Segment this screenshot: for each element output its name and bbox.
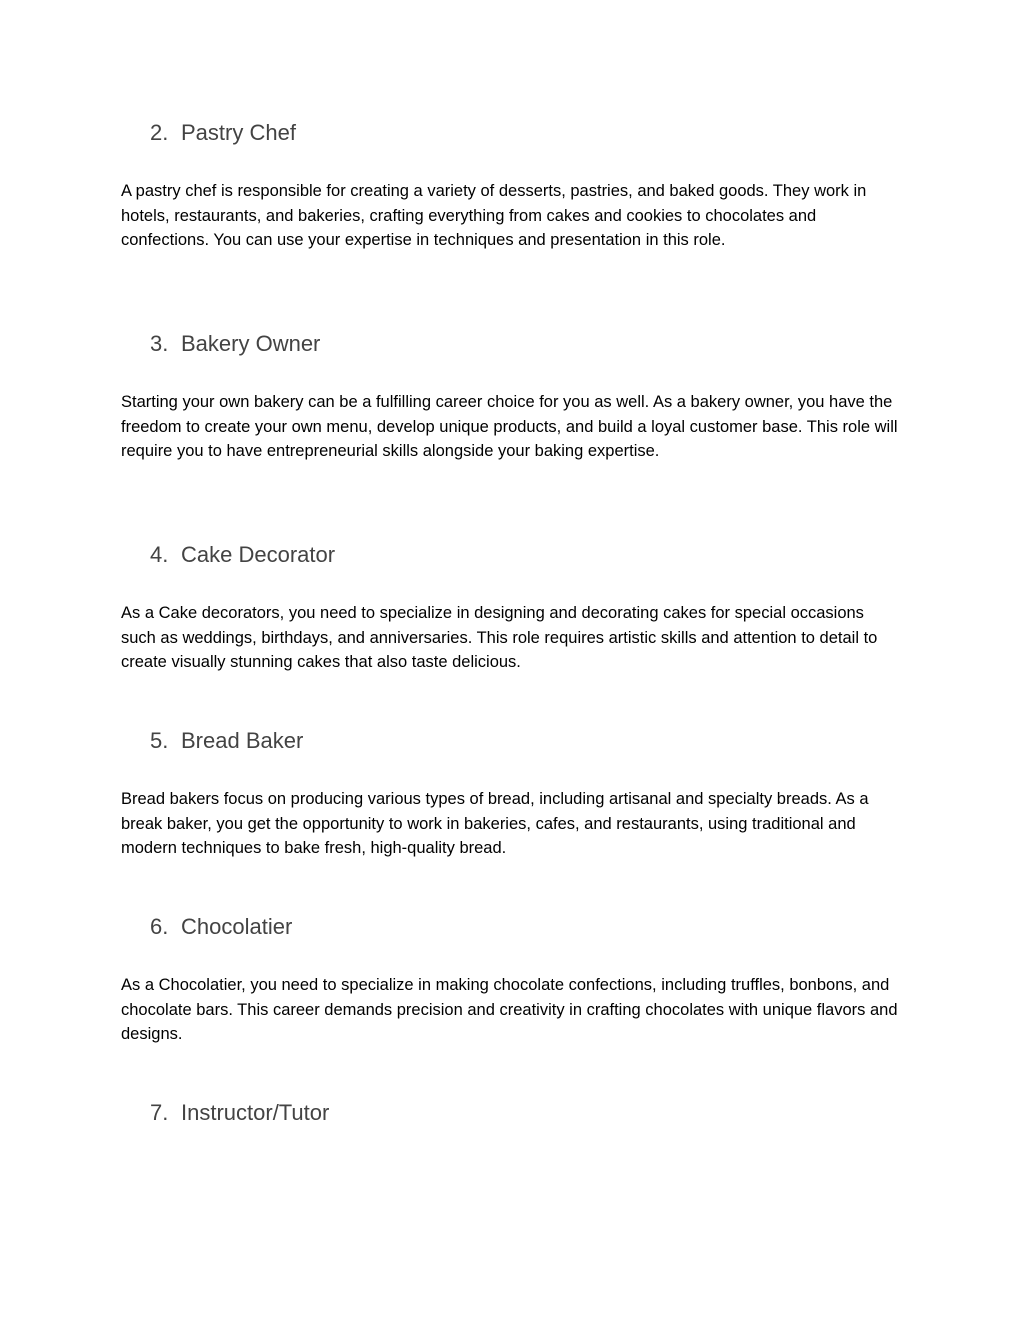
section-cake-decorator: [121, 540, 901, 675]
list-number: 3.: [150, 331, 169, 356]
section-bread-baker: [121, 726, 901, 861]
section-heading: [121, 329, 901, 359]
section-paragraph: Bread bakers focus on producing various types of bread, including artisanal and specialty breads. As a break baker, you get the opportunity to work in bakeries, cafes, and restaurants, using traditional and modern techniques to bake fresh, high-quality bread.: [121, 790, 869, 857]
section-title: Chocolatier: [181, 914, 293, 939]
section-bakery-owner: [121, 329, 901, 464]
section-title: Cake Decorator: [181, 542, 336, 567]
section-heading: [121, 1098, 901, 1128]
section-heading: [121, 118, 901, 148]
section-heading: [121, 912, 901, 942]
list-number: 5.: [150, 728, 169, 753]
section-paragraph: As a Cake decorators, you need to specialize in designing and decorating cakes for special occasions such as weddings, birthdays, and anniversaries. This role requires artistic skills and attention to detail to create visually stunning cakes that also taste delicious.: [121, 604, 878, 671]
section-pastry-chef: [121, 118, 901, 253]
section-title: Bakery Owner: [181, 331, 321, 356]
list-number: 4.: [150, 542, 169, 567]
section-title: Pastry Chef: [181, 120, 296, 145]
section-title: Bread Baker: [181, 728, 304, 753]
section-title: Instructor/Tutor: [181, 1100, 330, 1125]
section-chocolatier: [121, 912, 901, 1047]
section-paragraph: As a Chocolatier, you need to specialize in making chocolate confections, including truffles, bonbons, and chocolate bars. This career demands precision and creativity in crafting chocolates with unique flavors and designs.: [121, 976, 898, 1043]
section-paragraph: Starting your own bakery can be a fulfilling career choice for you as well. As a bakery owner, you have the freedom to create your own menu, develop unique products, and build a loyal customer base. This role will require you to have entrepreneurial skills alongside your baking expertise.: [121, 393, 898, 460]
list-number: 2.: [150, 120, 169, 145]
section-paragraph: A pastry chef is responsible for creating a variety of desserts, pastries, and baked goods. They work in hotels, restaurants, and bakeries, crafting everything from cakes and cookies to chocolates and confections. You can use your expertise in techniques and presentation in this role.: [121, 182, 867, 249]
section-heading: [121, 540, 901, 570]
list-number: 6.: [150, 914, 169, 939]
list-number: 7.: [150, 1100, 169, 1125]
section-instructor-tutor: [121, 1098, 901, 1128]
section-heading: [121, 726, 901, 756]
